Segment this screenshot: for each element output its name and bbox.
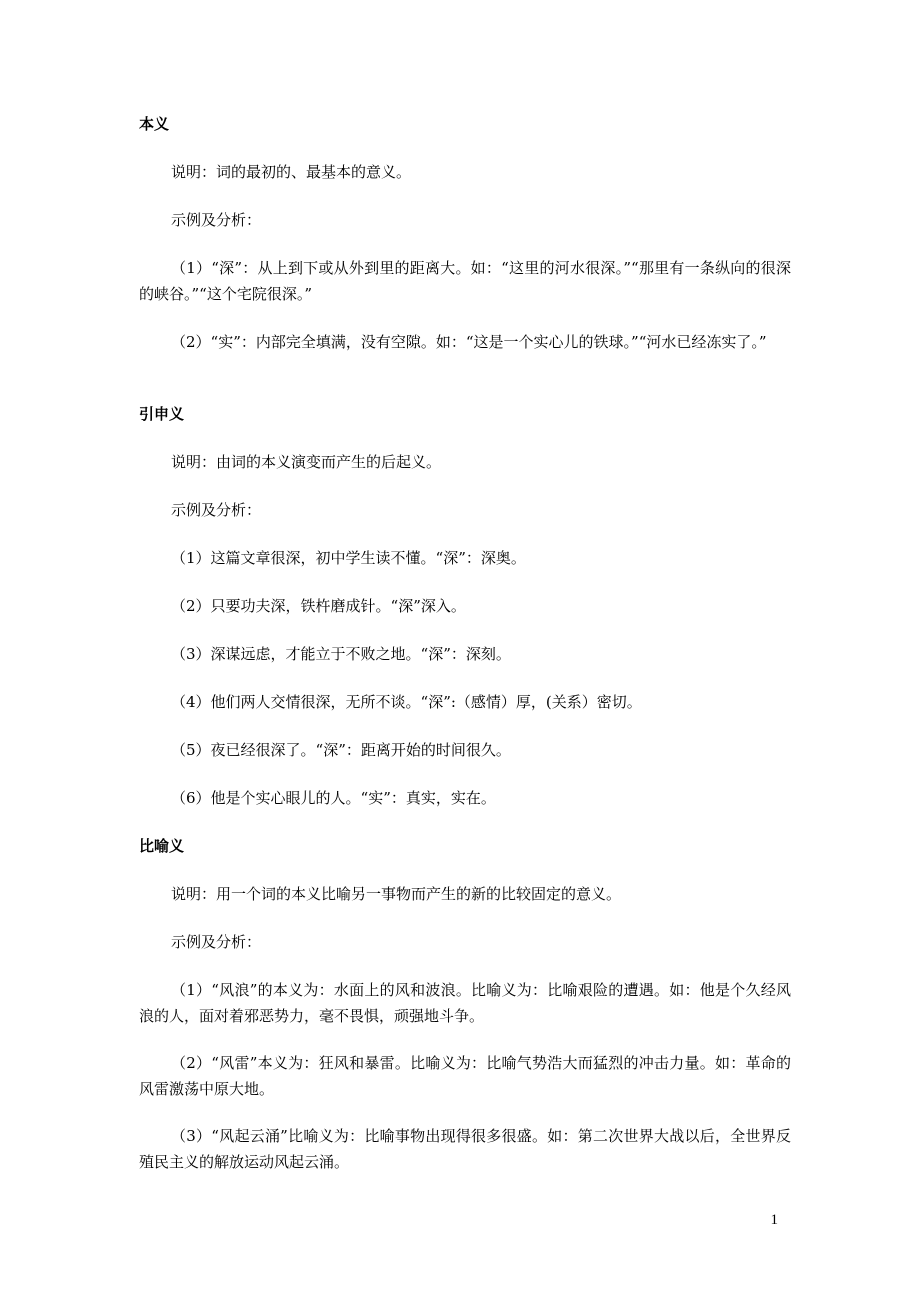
paragraph: （1）“深”：从上到下或从外到里的距离大。如：“这里的河水很深。”“那里有一条纵向的很深的峡谷。”“这个宅院很深。” [139,259,791,303]
paragraph: （4）他们两人交情很深，无所不谈。“深”:（感情）厚，(关系）密切。 [171,693,642,711]
section-heading-benyi: 本义 [139,115,170,133]
paragraph: 示例及分析： [171,501,262,519]
paragraph: 说明：用一个词的本义比喻另一事物而产生的新的比较固定的意义。 [171,885,622,903]
paragraph: （5）夜已经很深了。“深”：距离开始的时间很久。 [171,741,511,759]
paragraph: 示例及分析： [171,211,262,229]
paragraph: （3）“风起云涌”比喻义为：比喻事物出现得很多很盛。如：第二次世界大战以后，全世界反殖民主义的解放运动风起云涌。 [139,1127,791,1171]
paragraph: （2）只要功夫深，铁杵磨成针。“深”深入。 [171,597,466,615]
paragraph: （3）深谋远虑，才能立于不败之地。“深”：深刻。 [171,645,511,663]
paragraph: （2）“风雷”本义为：狂风和暴雷。比喻义为：比喻气势浩大而猛烈的冲击力量。如：革命的风雷激荡中原大地。 [139,1054,791,1098]
paragraph: 示例及分析： [171,933,262,951]
paragraph: （2）“实”：内部完全填满，没有空隙。如：“这是一个实心儿的铁球。”“河水已经冻实了。” [171,333,767,351]
paragraph: （6）他是个实心眼儿的人。“实”：真实，实在。 [171,789,496,807]
paragraph: 说明：由词的本义演变而产生的后起义。 [171,453,442,471]
section-heading-biyuyi: 比喻义 [139,837,185,855]
page-number: 1 [770,1212,778,1228]
section-heading-yinshenyi: 引申义 [139,405,185,423]
paragraph: （1）“风浪”的本义为：水面上的风和波浪。比喻义为：比喻艰险的遭遇。如：他是个久经风浪的人，面对着邪恶势力，毫不畏惧，顽强地斗争。 [139,981,791,1025]
paragraph: 说明：词的最初的、最基本的意义。 [171,163,412,181]
paragraph: （1）这篇文章很深，初中学生读不懂。“深”：深奥。 [171,549,526,567]
